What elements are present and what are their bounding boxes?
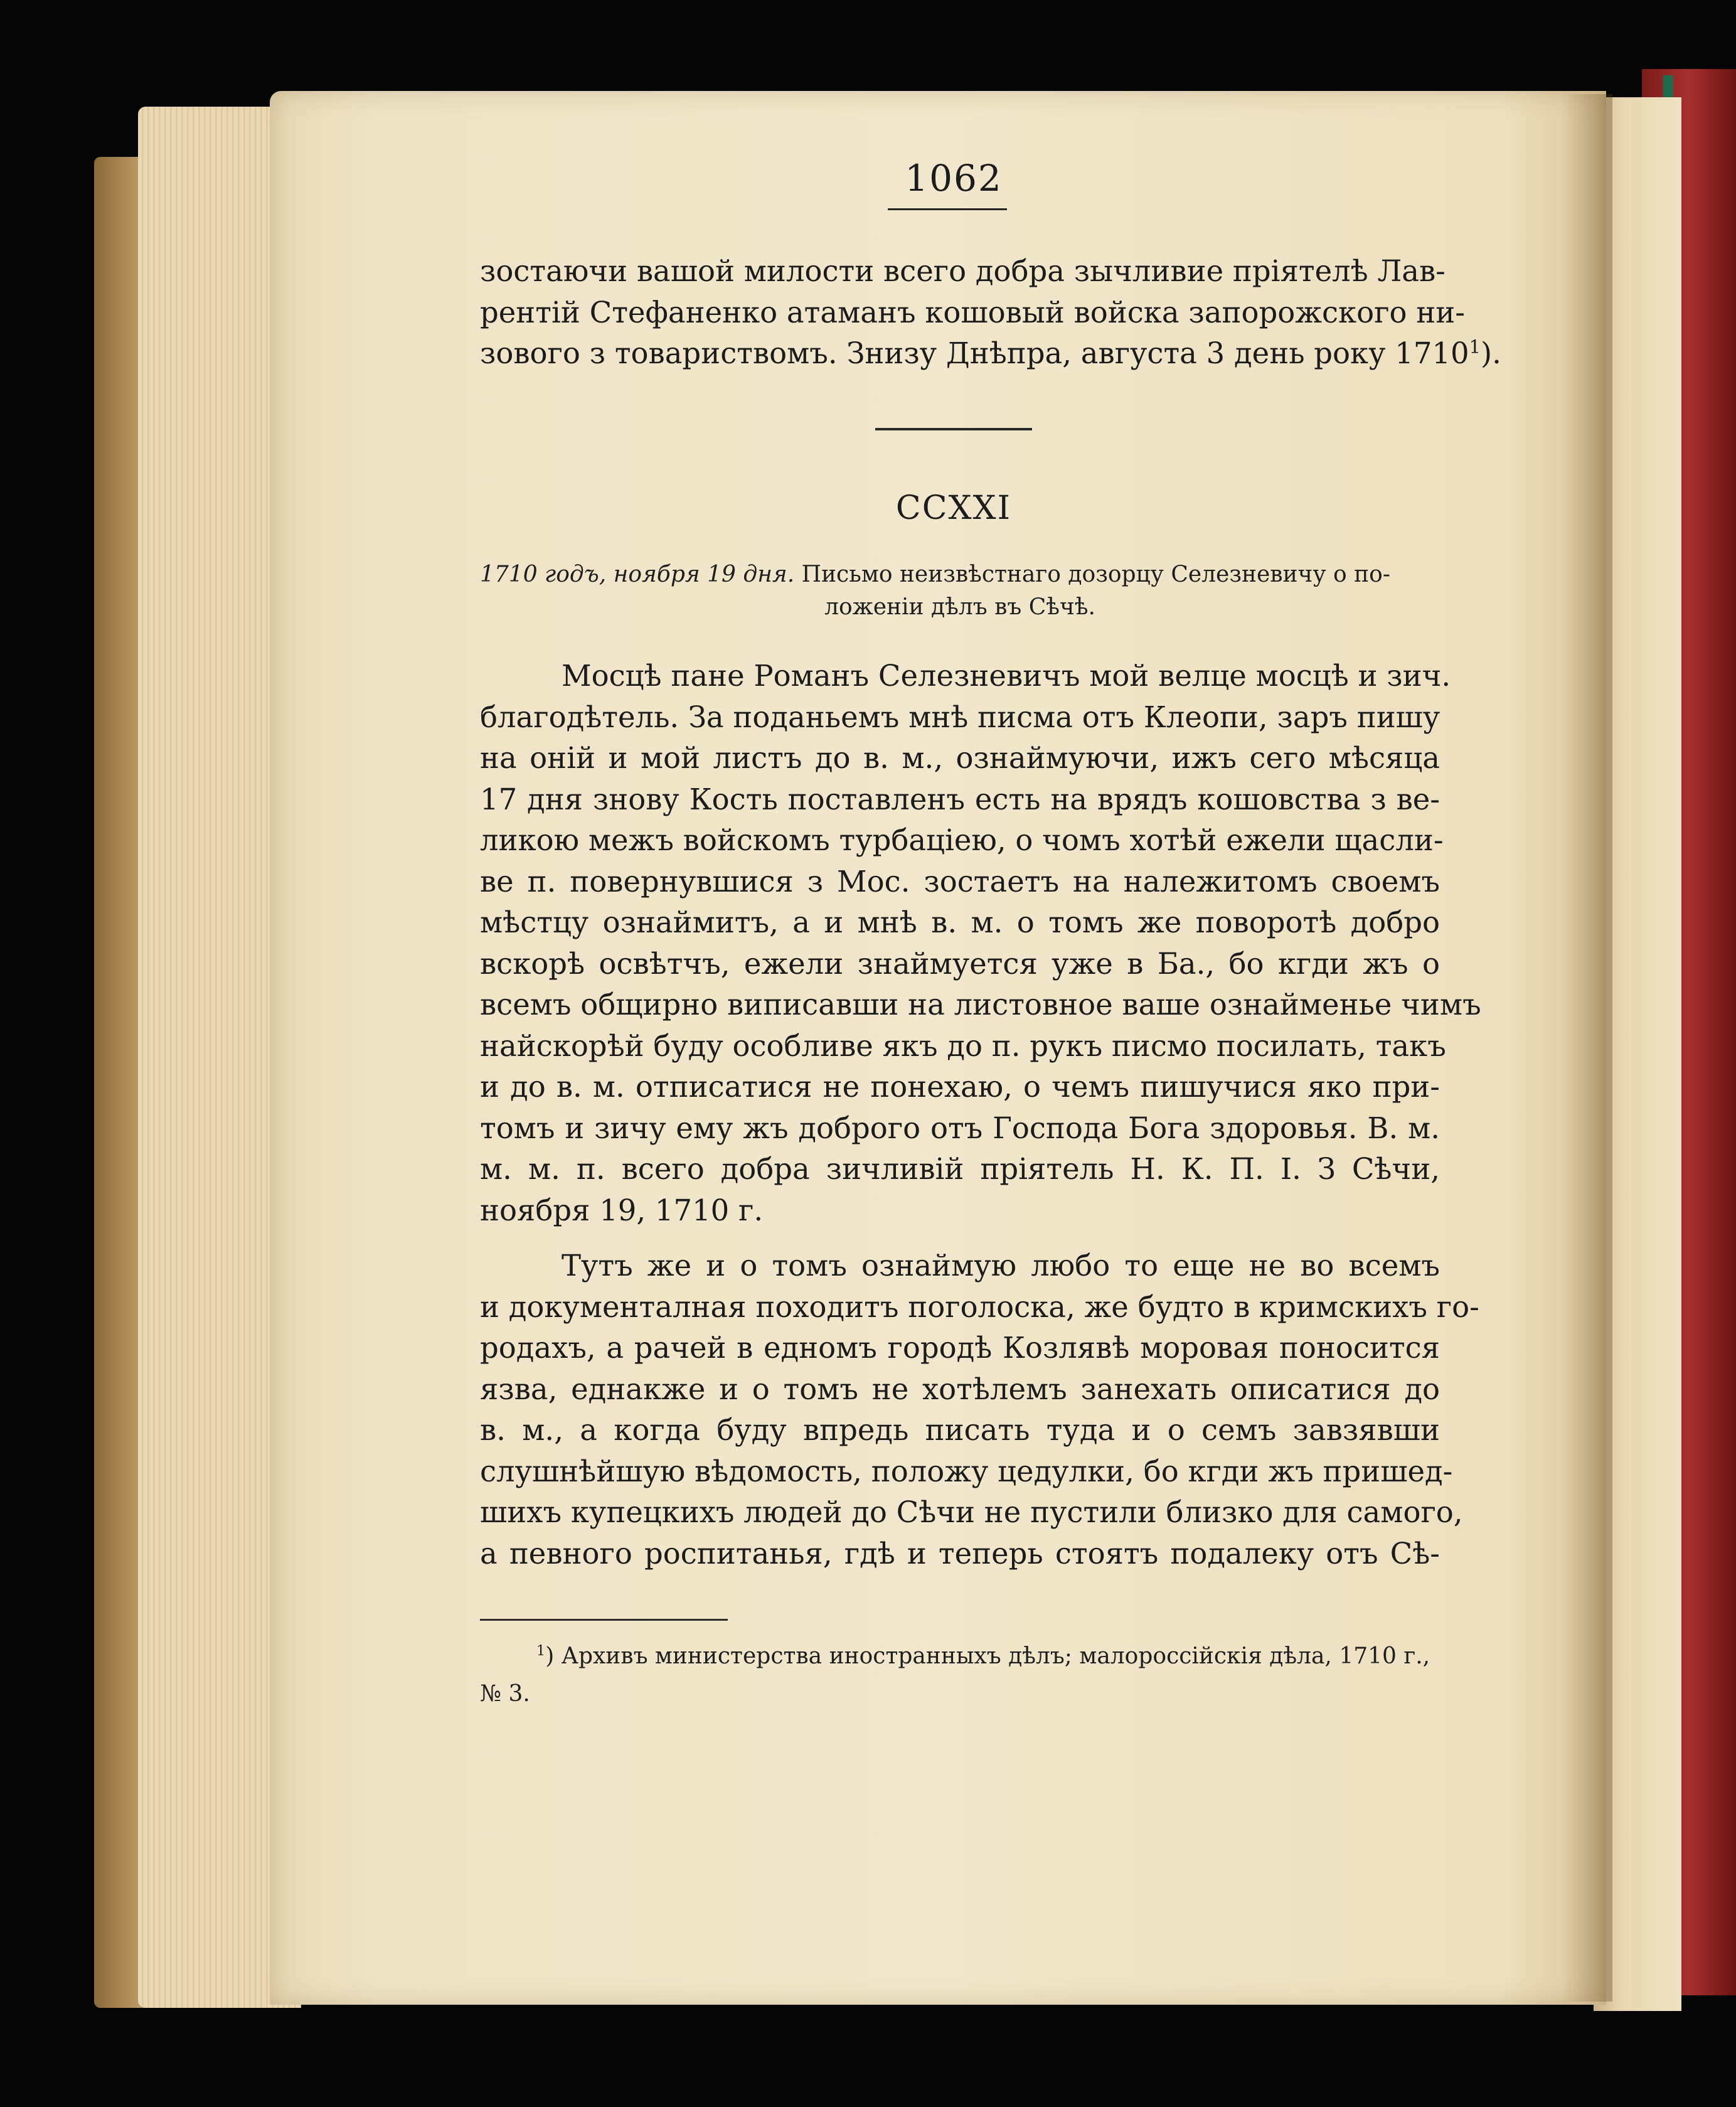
- footnote-marker: 1: [1469, 336, 1481, 358]
- footnote: [480, 1638, 1440, 1713]
- intro-text-block: [480, 251, 1501, 375]
- text-line: слушнѣйшую вѣдомость, положу цедулки, бо кгди жъ пришед-: [480, 1454, 1453, 1488]
- paragraph-2: [480, 1246, 1479, 1574]
- heading-date: 1710 годъ, ноября 19 дня.: [480, 562, 795, 587]
- text-line: а певного роспитанья, гдѣ и теперь стоятъ подалеку отъ Сѣ-: [480, 1536, 1440, 1571]
- footnote-line: № 3.: [480, 1681, 530, 1707]
- footnote-line: [480, 1638, 1440, 1675]
- text-line: Мосцѣ пане Романъ Селезневичъ мой велце мосцѣ и зич.: [562, 659, 1451, 693]
- heading-title: Письмо неизвѣстнаго дозорцу Селезневичу о по-: [801, 562, 1390, 587]
- text-line: томъ и зичу ему жъ доброго отъ Господа Бога здоровья. В. м.: [480, 1111, 1440, 1145]
- text-line: шихъ купецкихъ людей до Сѣчи не пустили близко для самого,: [480, 1495, 1463, 1529]
- text-line: и до в. м. отписатися не понехаю, о чемъ пишучися яко при-: [480, 1070, 1440, 1104]
- text-line: зостаючи вашой милости всего добра зычливие пріятелѣ Лав-: [480, 254, 1446, 288]
- text-line: родахъ, а рачей в едномъ городѣ Козлявѣ моровая поносится: [480, 1331, 1440, 1365]
- page-number: 1062: [905, 157, 1003, 200]
- text-line: найскорѣй буду особливе якъ до п. рукъ писмо посилать, такъ: [480, 1028, 1446, 1063]
- text-line: [480, 333, 1501, 375]
- text-line: язва, еднакже и о томъ не хотѣлемъ занехать описатися до: [480, 1372, 1440, 1406]
- footnote-text: ) Архивъ министерства иностранныхъ дѣлъ; малороссійскія дѣла, 1710 г.,: [545, 1643, 1430, 1669]
- heading-line: [480, 558, 1440, 591]
- text-line: 17 дня знову Кость поставленъ есть на врядъ кошовства з ве-: [480, 782, 1440, 816]
- text-line: и документалная походитъ поголоска, же будто в кримскихъ го-: [480, 1289, 1479, 1324]
- text-line: благодѣтель. За поданьемъ мнѣ писма отъ Клеопи, заръ пишу: [480, 700, 1440, 734]
- heading-line: ложеніи дѣлъ въ Сѣчѣ.: [824, 594, 1095, 620]
- document-heading: [480, 558, 1440, 624]
- text-line-tail: ).: [1480, 336, 1501, 370]
- gutter-shadow: [1562, 94, 1612, 2002]
- text-line: в. м., а когда буду впредь писать туда и о семъ завзявши: [480, 1413, 1440, 1447]
- text-line: м. м. п. всего добра зичливій пріятель Н. К. П. І. З Сѣчи,: [480, 1152, 1440, 1186]
- text-line: всемъ общирно виписавши на листовное ваше ознайменье чимъ: [480, 988, 1481, 1021]
- text-line-content: зового з товариствомъ. Знизу Днѣпра, августа 3 день року 1710: [480, 336, 1469, 370]
- text-line: мѣстцу ознаймитъ, а и мнѣ в. м. о томъ же поворотѣ добро: [480, 905, 1440, 939]
- text-line: на оній и мой листъ до в. м., ознаймуючи, ижъ сего мѣсяца: [480, 741, 1440, 775]
- text-line: Тутъ же и о томъ ознаймую любо то еще не во всемъ: [562, 1249, 1440, 1283]
- text-line: ликою межъ войскомъ турбаціею, о чомъ хотѣй ежели щасли-: [480, 823, 1444, 857]
- footnote-rule: [480, 1619, 728, 1621]
- page-number-underline: [888, 208, 1007, 210]
- text-line: ноября 19, 1710 г.: [480, 1193, 764, 1227]
- footnote-marker: 1: [536, 1643, 546, 1659]
- text-line: вскорѣ освѣтчъ, ежели знаймуется уже в Ба., бо кгди жъ о: [480, 946, 1440, 981]
- section-divider: [875, 428, 1032, 430]
- text-line: рентій Стефаненко атаманъ кошовый войска запорожского ни-: [480, 295, 1465, 329]
- section-title: CCXXI: [895, 489, 1012, 527]
- paragraph-1: [480, 656, 1481, 1231]
- text-line: ве п. повернувшися з Мос. зостаетъ на належитомъ своемъ: [480, 864, 1440, 899]
- bookmark-ribbon: [1663, 75, 1673, 100]
